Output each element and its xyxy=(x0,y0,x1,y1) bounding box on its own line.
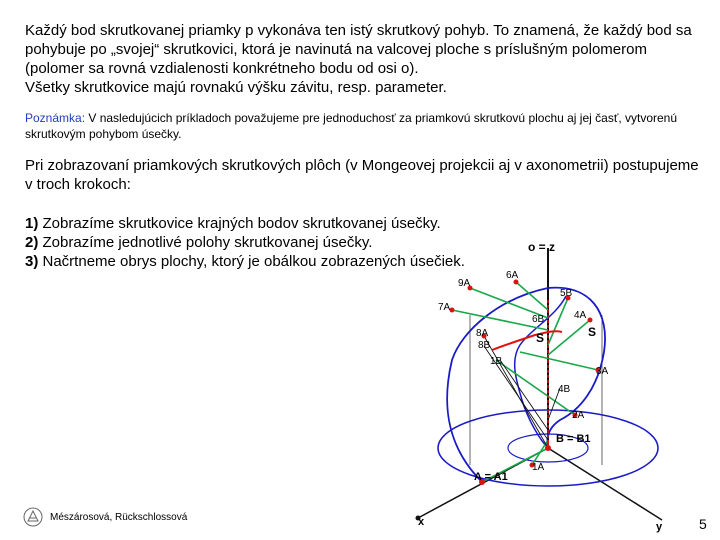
step-text: Zobrazíme jednotlivé polohy skrutkovanej úsečky. xyxy=(38,234,373,251)
label-S-left: S xyxy=(536,331,545,345)
step-text: Načrtneme obrys plochy, ktorý je obálkou zobrazených úsečiek. xyxy=(38,253,465,270)
label-8A: 8A xyxy=(476,328,489,339)
label-6B: 6B xyxy=(532,314,545,325)
footer xyxy=(22,506,187,528)
y-axis-label: y xyxy=(656,521,663,533)
label-7A: 7A xyxy=(438,302,451,313)
intro-text: Každý bod skrutkovanej priamky p vykonáva ten istý skrutkový pohyb. To znamená, že každý bod sa pohybuje po „svojej“ skrutkovici, ktorá je navinutá na valcovej ploche s príslušným polomerom (polomer sa rovná vzdialenosti konkrétneho bodu od osi o). xyxy=(25,22,692,77)
envelope-curve xyxy=(492,331,562,350)
step-number: 1) xyxy=(25,215,39,232)
label-B-eq: B = B1 xyxy=(556,433,591,445)
generator-3 xyxy=(520,352,598,370)
label-S-right: S xyxy=(588,325,597,339)
label-1B: 1B xyxy=(490,356,503,367)
point-B xyxy=(545,445,551,451)
note-label: Poznámka: xyxy=(25,111,86,125)
procedure-intro: Pri zobrazovaní priamkových skrutkových plôch (v Mongeovej projekcii aj v axonometrii) postupujeme v troch krokoch: xyxy=(25,157,699,193)
label-6A: 6A xyxy=(506,270,519,281)
label-4A: 4A xyxy=(574,310,587,321)
note-text: V nasledujúcich príkladoch považujeme pre jednoduchosť za priamkovú skrutkovú plochu aj jej časť, vytvorenú skrutkovým pohybom úsečky. xyxy=(25,111,678,141)
axis-y xyxy=(548,448,662,520)
footer-authors: Mészárosová, Rückschlossová xyxy=(50,511,188,523)
point-4A xyxy=(588,318,593,323)
label-4B: 4B xyxy=(558,384,571,395)
generator-1 xyxy=(548,298,568,345)
label-8B: 8B xyxy=(478,340,491,351)
axis-o-label: o = z xyxy=(528,240,556,254)
label-A-eq: A = A1 xyxy=(474,471,508,483)
label-5B: 5B xyxy=(560,288,573,299)
intro-text-2: Všetky skrutkovice majú rovnakú výšku závitu, resp. parameter. xyxy=(25,79,447,96)
label-1A: 1A xyxy=(532,462,545,473)
university-logo-icon xyxy=(22,506,44,528)
step-number: 3) xyxy=(25,253,39,270)
step-number: 2) xyxy=(25,234,39,251)
step-text: Zobrazíme skrutkovice krajných bodov skrutkovanej úsečky. xyxy=(38,215,441,232)
label-9A: 9A xyxy=(458,278,471,289)
x-axis-label: x xyxy=(418,516,425,528)
point-7A xyxy=(450,308,455,313)
page-number: 5 xyxy=(699,516,707,532)
generator-2 xyxy=(548,320,590,355)
label-2A: 2A xyxy=(572,410,585,421)
label-3A: 3A xyxy=(596,366,609,377)
